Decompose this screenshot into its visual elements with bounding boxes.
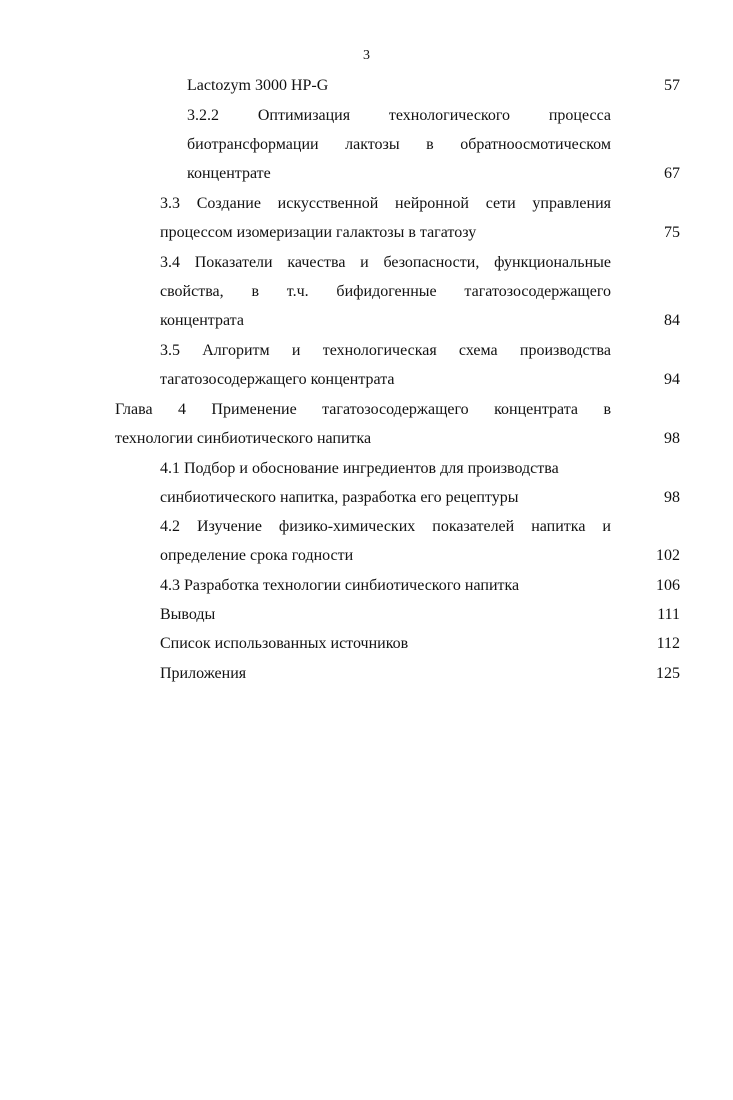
toc-page: 75 — [664, 224, 680, 241]
toc-page: 98 — [664, 489, 680, 506]
toc-page: 67 — [664, 165, 680, 182]
toc-page: 125 — [656, 665, 680, 682]
toc-page: 94 — [664, 371, 680, 388]
toc-line: определение срока годности — [160, 547, 354, 564]
toc-page: 102 — [656, 547, 680, 564]
toc-line: 4.1 Подбор и обоснование ингредиентов для производства — [160, 460, 559, 477]
toc-line: 4.2 Изучение физико-химических показателей напитка и — [160, 518, 611, 535]
toc-page: 106 — [656, 577, 680, 594]
toc-page: 84 — [664, 312, 680, 329]
toc-line: процессом изомеризации галактозы в тагатозу — [160, 224, 477, 241]
toc-page: 112 — [656, 635, 680, 652]
toc-line: 3.3 Создание искусственной нейронной сети управления — [160, 195, 611, 212]
toc-line: 4.3 Разработка технологии синбиотического напитка — [160, 577, 520, 594]
page-number: 3 — [363, 48, 370, 63]
toc-line: Lactozym 3000 HP-G — [187, 77, 329, 94]
toc-line: технологии синбиотического напитка — [115, 430, 372, 447]
toc-line: Глава 4 Применение тагатозосодержащего концентрата в — [115, 401, 611, 418]
toc-line: свойства, в т.ч. бифидогенные тагатозосодержащего — [160, 283, 611, 300]
toc-page: 98 — [664, 430, 680, 447]
toc-line: 3.2.2 Оптимизация технологического процесса — [187, 107, 611, 124]
toc-line: 3.5 Алгоритм и технологическая схема производства — [160, 342, 611, 359]
toc-line: концентрате — [187, 165, 271, 182]
toc-line: тагатозосодержащего концентрата — [160, 371, 395, 388]
toc-line: Список использованных источников — [160, 635, 409, 652]
toc-line: 3.4 Показатели качества и безопасности, функциональные — [160, 254, 611, 271]
toc-line: синбиотического напитка, разработка его рецептуры — [160, 489, 519, 506]
toc-line: Выводы — [160, 606, 216, 623]
toc-page: 111 — [657, 606, 680, 623]
toc-line: биотрансформации лактозы в обратноосмотическом — [187, 136, 611, 153]
toc-line: концентрата — [160, 312, 244, 329]
toc-line: Приложения — [160, 665, 247, 682]
toc-page: 57 — [664, 77, 680, 94]
